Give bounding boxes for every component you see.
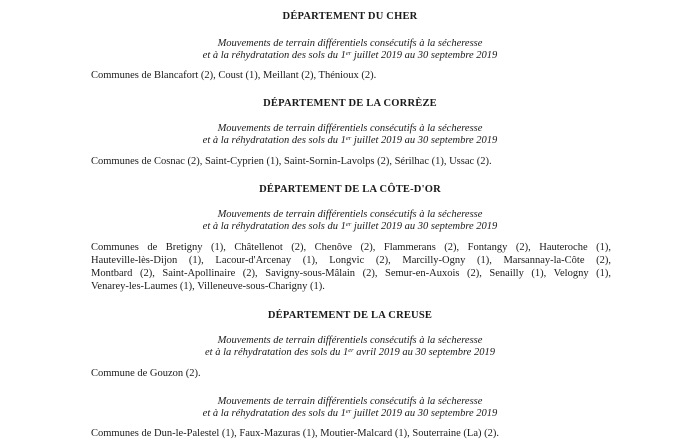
communes-list: Communes de Blancafort (2), Coust (1), Meillant (2), Thénioux (2). (91, 70, 377, 81)
event-description: Mouvements de terrain différentiels consécutifs à la sécheresse (217, 123, 483, 134)
communes-list-line: Communes de Bretigny (1), Châtellenot (2), Chenôve (2), Flammerans (2), Fontangy (2), Hauteroche (1), (91, 242, 611, 253)
department-heading: DÉPARTEMENT DE LA CORRÈZE (263, 98, 437, 109)
event-period-start: et à la réhydratation des sols du 1 (202, 135, 346, 146)
event-period (0, 408, 700, 419)
department-heading: DÉPARTEMENT DE LA CREUSE (267, 310, 433, 321)
ordinal-superscript: er (345, 135, 352, 142)
department-heading: DÉPARTEMENT DE LA CÔTE-D'OR (259, 184, 441, 195)
event-period-end: juillet 2019 au 30 septembre 2019 (351, 50, 498, 61)
event-period-end: avril 2019 au 30 septembre 2019 (353, 347, 495, 358)
event-period-start: et à la réhydratation des sols du 1 (202, 221, 346, 232)
ordinal-superscript: er (345, 408, 352, 415)
event-period-start: et à la réhydratation des sols du 1 (202, 50, 346, 61)
communes-list-line: Hauteville-lès-Dijon (1), Lacour-d'Arcenay (1), Longvic (2), Marcilly-Ogny (1), Marsannay-la-Côte (2), (91, 255, 611, 266)
communes-list-line: Montbard (2), Saint-Apollinaire (2), Savigny-sous-Mâlain (2), Semur-en-Auxois (2), Senailly (1), Velogny (1), (91, 268, 611, 279)
event-period-start: et à la réhydratation des sols du 1 (202, 408, 346, 419)
event-period (0, 347, 700, 358)
event-description: Mouvements de terrain différentiels consécutifs à la sécheresse (217, 38, 483, 49)
communes-list-line: Venarey-les-Laumes (1), Villeneuve-sous-Charigny (1). (91, 281, 325, 292)
communes-list: Commune de Gouzon (2). (91, 368, 201, 379)
event-period-end: juillet 2019 au 30 septembre 2019 (351, 408, 498, 419)
event-period (0, 221, 700, 232)
ordinal-superscript: er (345, 221, 352, 228)
event-period (0, 135, 700, 146)
event-period-end: juillet 2019 au 30 septembre 2019 (351, 221, 498, 232)
event-period-start: et à la réhydratation des sols du 1 (205, 347, 349, 358)
event-description: Mouvements de terrain différentiels consécutifs à la sécheresse (217, 396, 483, 407)
event-period (0, 50, 700, 61)
ordinal-superscript: er (348, 347, 354, 354)
event-period-end: juillet 2019 au 30 septembre 2019 (351, 135, 498, 146)
communes-list: Communes de Cosnac (2), Saint-Cyprien (1), Saint-Sornin-Lavolps (2), Sérilhac (1), Ussac (2). (91, 156, 492, 167)
event-description: Mouvements de terrain différentiels consécutifs à la sécheresse (217, 335, 483, 346)
department-heading: DÉPARTEMENT DU CHER (282, 11, 418, 22)
communes-list: Communes de Dun-le-Palestel (1), Faux-Mazuras (1), Moutier-Malcard (1), Souterraine (La) (2). (91, 428, 499, 439)
ordinal-superscript: er (345, 50, 352, 57)
event-description: Mouvements de terrain différentiels consécutifs à la sécheresse (217, 209, 483, 220)
